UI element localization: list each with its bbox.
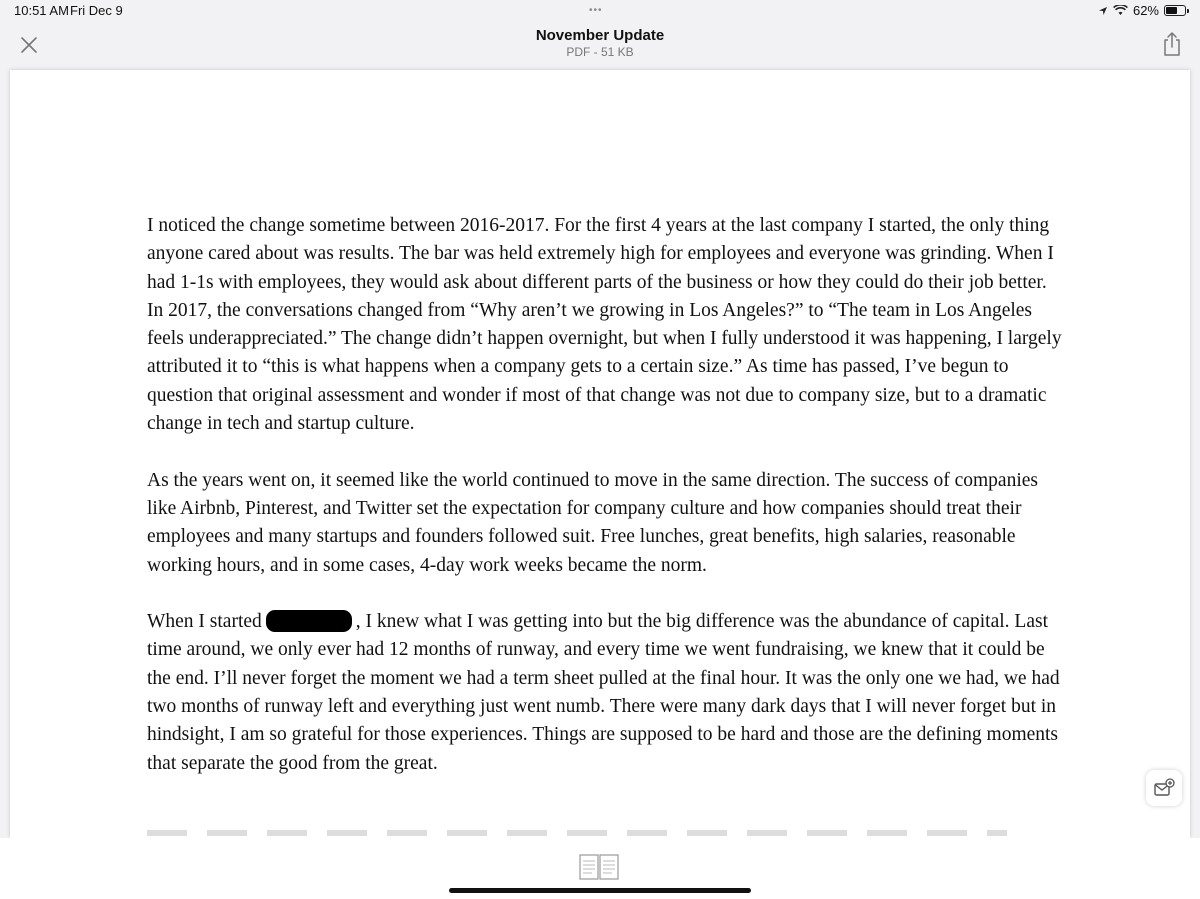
wifi-icon — [1113, 5, 1128, 16]
status-indicators — [1098, 3, 1186, 18]
document-title: November Update — [535, 27, 665, 44]
status-bar — [0, 0, 1200, 22]
markup-icon — [1153, 778, 1175, 798]
battery-level — [1166, 7, 1177, 14]
status-time: 10:51 AM — [14, 3, 69, 18]
document-header — [0, 22, 1200, 66]
pdf-page[interactable] — [10, 70, 1190, 838]
redaction-mark — [266, 610, 352, 632]
bottom-toolbar — [0, 838, 1200, 899]
paragraph-1: I noticed the change sometime between 2016-2017. For the first 4 years at the last company I started, the only thing anyone cared about was results. The bar was held extremely high for employees and everyone was grinding. When I had 1-1s with employees, they would ask about different parts of the business or how they could do their job better. In 2017, the conversations changed from “Why aren’t we growing in Los Angeles?” to “The team in Los Angeles feels underappreciated.” The change didn’t happen overnight, but when I fully understood it was happening, I largely attributed it to “this is what happens when a company gets to a certain size.” As time has passed, I’ve begun to question that original assessment and wonder if most of that change was not due to company size, but to a dramatic change in tech and startup culture. — [147, 215, 1062, 435]
home-indicator[interactable] — [449, 888, 751, 893]
battery-percent: 62% — [1132, 3, 1159, 18]
markup-button[interactable] — [1146, 770, 1182, 806]
paragraph-3-start: When I started — [147, 611, 262, 633]
next-paragraph-partial — [147, 830, 1007, 836]
reader-view-icon[interactable] — [578, 853, 620, 881]
share-icon[interactable] — [1160, 30, 1184, 58]
status-date: Fri Dec 9 — [70, 3, 123, 18]
paragraph-2: As the years went on, it seemed like the world continued to move in the same direction. The success of companies like Airbnb, Pinterest, and Twitter set the expectation for company culture and how companies should treat their employees and many startups and founders followed suit. Free lunches, great benefits, high salaries, reasonable working hours, and in some cases, 4-day work weeks became the norm. — [147, 469, 1038, 576]
location-icon — [1098, 6, 1108, 16]
paragraph-3 — [147, 608, 1067, 778]
battery-icon — [1164, 5, 1186, 16]
multitasking-dots-icon[interactable]: ••• — [589, 5, 603, 16]
paragraph-3-rest: , I knew what I was getting into but the big difference was the abundance of capital. Last time around, we only ever had 12 months of runway, and every time we went fundraising, we knew that it could be the end. I’ll never forget the moment we had a term sheet pulled at the final hour. It was the only one we had, we had two months of runway left and everything just went numb. There were many dark days that I will never forget but in hindsight, I am so grateful for those experiences. Things are supposed to be hard and those are the defining moments that separate the good from the great. — [147, 611, 1060, 774]
document-body — [147, 212, 1067, 806]
document-subtitle: PDF - 51 KB — [566, 45, 634, 59]
